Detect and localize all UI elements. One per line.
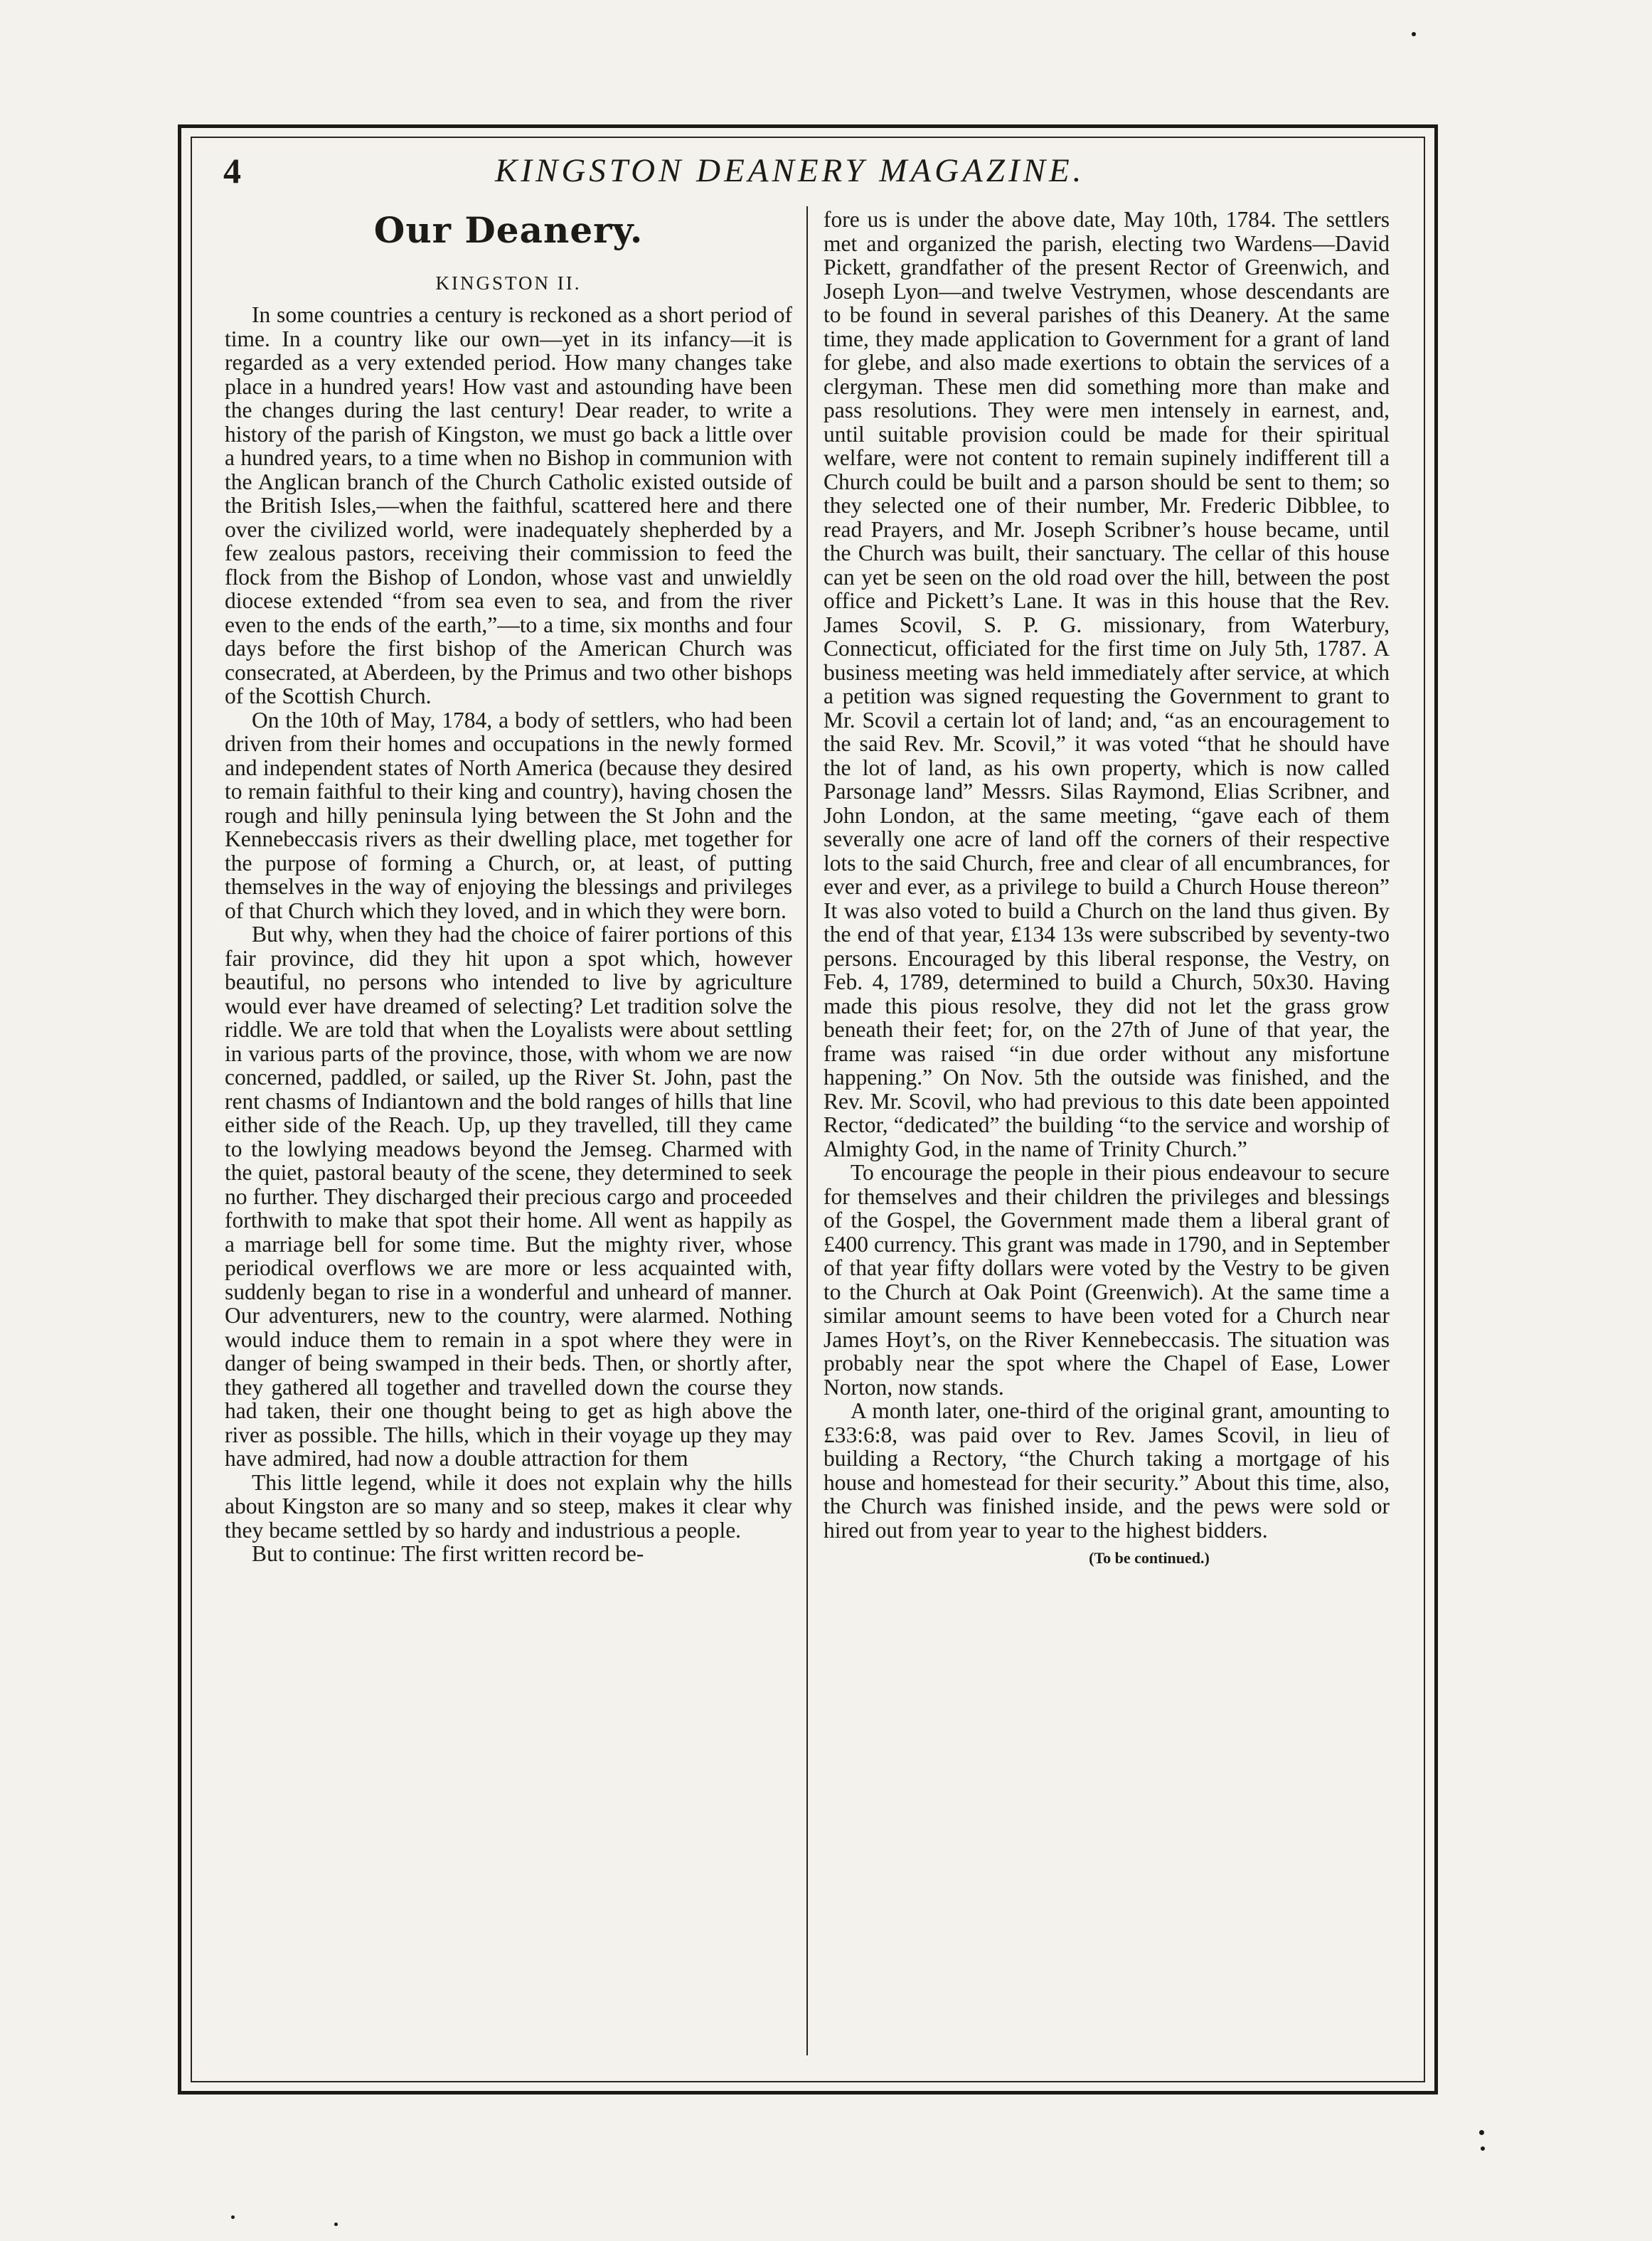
running-title: KINGSTON DEANERY MAGAZINE. (495, 152, 1085, 189)
ink-speck (1481, 2146, 1485, 2151)
right-column (824, 208, 1390, 1570)
ink-speck (1479, 2130, 1484, 2135)
column-divider (806, 206, 808, 2055)
left-column (225, 208, 792, 1566)
paragraph: This little legend, while it does not explain why the hills about Kingston are so many and so steep, makes it clear why they became settled by so hardy and industrious a people. (225, 1469, 792, 1543)
paragraph: But why, when they had the choice of fairer portions of this fair province, did they hit upon a spot which, however beautiful, no persons who intended to live by agriculture would ever have dreamed of selecting? Let tradition solve the riddle. We are told that when the Loyalists were about settling in various parts of the province, those, with whom we are now concerned, paddled, or sailed, up the River St. John, past the rent chasms of Indiantown and the bold ranges of hills that line either side of the Reach. Up, up they travelled, till they came to the lowlying meadows beyond the Jemseg. Charmed with the quiet, pastoral beauty of the scene, they determined to seek no further. They discharged their precious cargo and proceeded forthwith to make that spot their home. All went as happily as a marriage bell for some time. But the mighty river, whose periodical overflows we are more or less acquainted with, suddenly began to rise in a wonderful and unheard of manner. Our adventurers, new to the country, were alarmed. Nothing would induce them to remain in a spot where they were in danger of being swamped in their beds. Then, or shortly after, they gathered all together and travelled down the course they had taken, their one thought being to get as high above the river as possible. The hills, which in their voyage up they may have admired, had now a double attraction for them (225, 922, 792, 1471)
page-header (211, 146, 1405, 196)
paragraph: In some countries a century is reckoned as a short period of time. In a country like our own—yet in its infancy—it is regarded as a very extended period. How many changes take place in a hundred years! How vast and astounding have been the changes during the last century! Dear reader, to write a history of the parish of Kingston, we must go back a little over a hundred years, to a time when no Bishop in communion with the Anglican branch of the Church Catholic existed outside of the British Isles,—when the faithful, scattered here and there over the civilized world, were inadequately shepherded by a few zealous pastors, receiving their commission to feed the flock from the Bishop of London, whose vast and unwieldly diocese extended “from sea even to sea, and from the river even to the ends of the earth,”—to a time, six months and four days before the first bishop of the American Church was consecrated, at Aberdeen, by the Primus and two other bishops of the Scottish Church. (225, 302, 792, 708)
ink-speck (231, 2215, 235, 2219)
paragraph: A month later, one-third of the original grant, amounting to £33:6:8, was paid over to Rev. James Scovil, in lieu of building a Rectory, “the Church taking a mortgage of his house and homestead for their security.” About this time, also, the Church was finished inside, and the pews were sold or hired out from year to year to the highest bidders. (824, 1398, 1390, 1543)
continued-note: (To be continued.) (1089, 1549, 1210, 1567)
paragraph: On the 10th of May, 1784, a body of settlers, who had been driven from their homes and occupations in the newly formed and independent states of North America (because they desired to remain faithful to their king and country), having chosen the rough and hilly peninsula lying between the St John and the Kennebeccasis rivers as their dwelling place, met together for the purpose of forming a Church, or, at least, of putting themselves in the way of enjoying the blessings and privileges of that Church which they loved, and in which they were born. (225, 707, 792, 923)
ink-speck (334, 2223, 338, 2226)
paragraph: To encourage the people in their pious endeavour to secure for themselves and their children the privileges and blessings of the Gospel, the Government made them a liberal grant of £400 currency. This grant was made in 1790, and in September of that year fifty dollars were voted by the Vestry to be given to the Church at Oak Point (Greenwich). At the same time a similar amount seems to have been voted for a Church near James Hoyt’s, on the River Kennebeccasis. The situation was probably near the spot where the Chapel of Ease, Lower Norton, now stands. (824, 1160, 1390, 1400)
paragraph: fore us is under the above date, May 10th, 1784. The settlers met and organized the parish, electing two Wardens—David Pickett, grandfather of the present Rector of Greenwich, and Joseph Lyon—and twelve Vestrymen, whose descendants are to be found in several parishes of this Deanery. At the same time, they made application to Government for a grant of land for glebe, and also made exertions to obtain the services of a clergyman. These men did something more than make and pass resolutions. They were men intensely in earnest, and, until suitable provision could be made for their spiritual welfare, were not content to remain supinely indifferent till a Church could be built and a parson should be sent to them; so they selected one of their number, Mr. Frederic Dibblee, to read Prayers, and Mr. Joseph Scribner’s house became, until the Church was built, their sanctuary. The cellar of this house can yet be seen on the old road over the hill, between the post office and Pickett’s Lane. It was in this house that the Rev. James Scovil, S. P. G. missionary, from Waterbury, Connecticut, officiated for the first time on July 5th, 1787. A business meeting was held immediately after service, at which a petition was signed requesting the Government to grant to Mr. Scovil a certain lot of land; and, “as an encouragement to the said Rev. Mr. Scovil,” it was voted “that he should have the lot of land, as his own property, which is now called Parsonage land” Messrs. Silas Raymond, Elias Scribner, and John London, at the same meeting, “gave each of them severally one acre of land off the corners of their respective lots to the said Church, free and clear of all encumbrances, for ever and ever, as a privilege to build a Church House thereon” It was also voted to build a Church on the land thus given. By the end of that year, £134 13s were subscribed by seventy-two persons. Encouraged by this liberal response, the Vestry, on Feb. 4, 1789, determined to build a Church, 50x30. Having made this pious resolve, they did not let the grass grow beneath their feet; for, on the 27th of June of that year, the frame was raised “in due order without any misfortune happening.” On Nov. 5th the outside was finished, and the Rev. Mr. Scovil, who had previous to this date been appointed Rector, “dedicated” the building “to the service and worship of Almighty God, in the name of Trinity Church.” (824, 207, 1390, 1161)
page-number: 4 (223, 151, 241, 191)
ink-speck (1412, 32, 1416, 36)
article-subtitle: KINGSTON II. (435, 272, 582, 294)
article-title: Our Deanery. (373, 209, 644, 251)
paragraph: But to continue: The first written record be- (252, 1541, 644, 1566)
